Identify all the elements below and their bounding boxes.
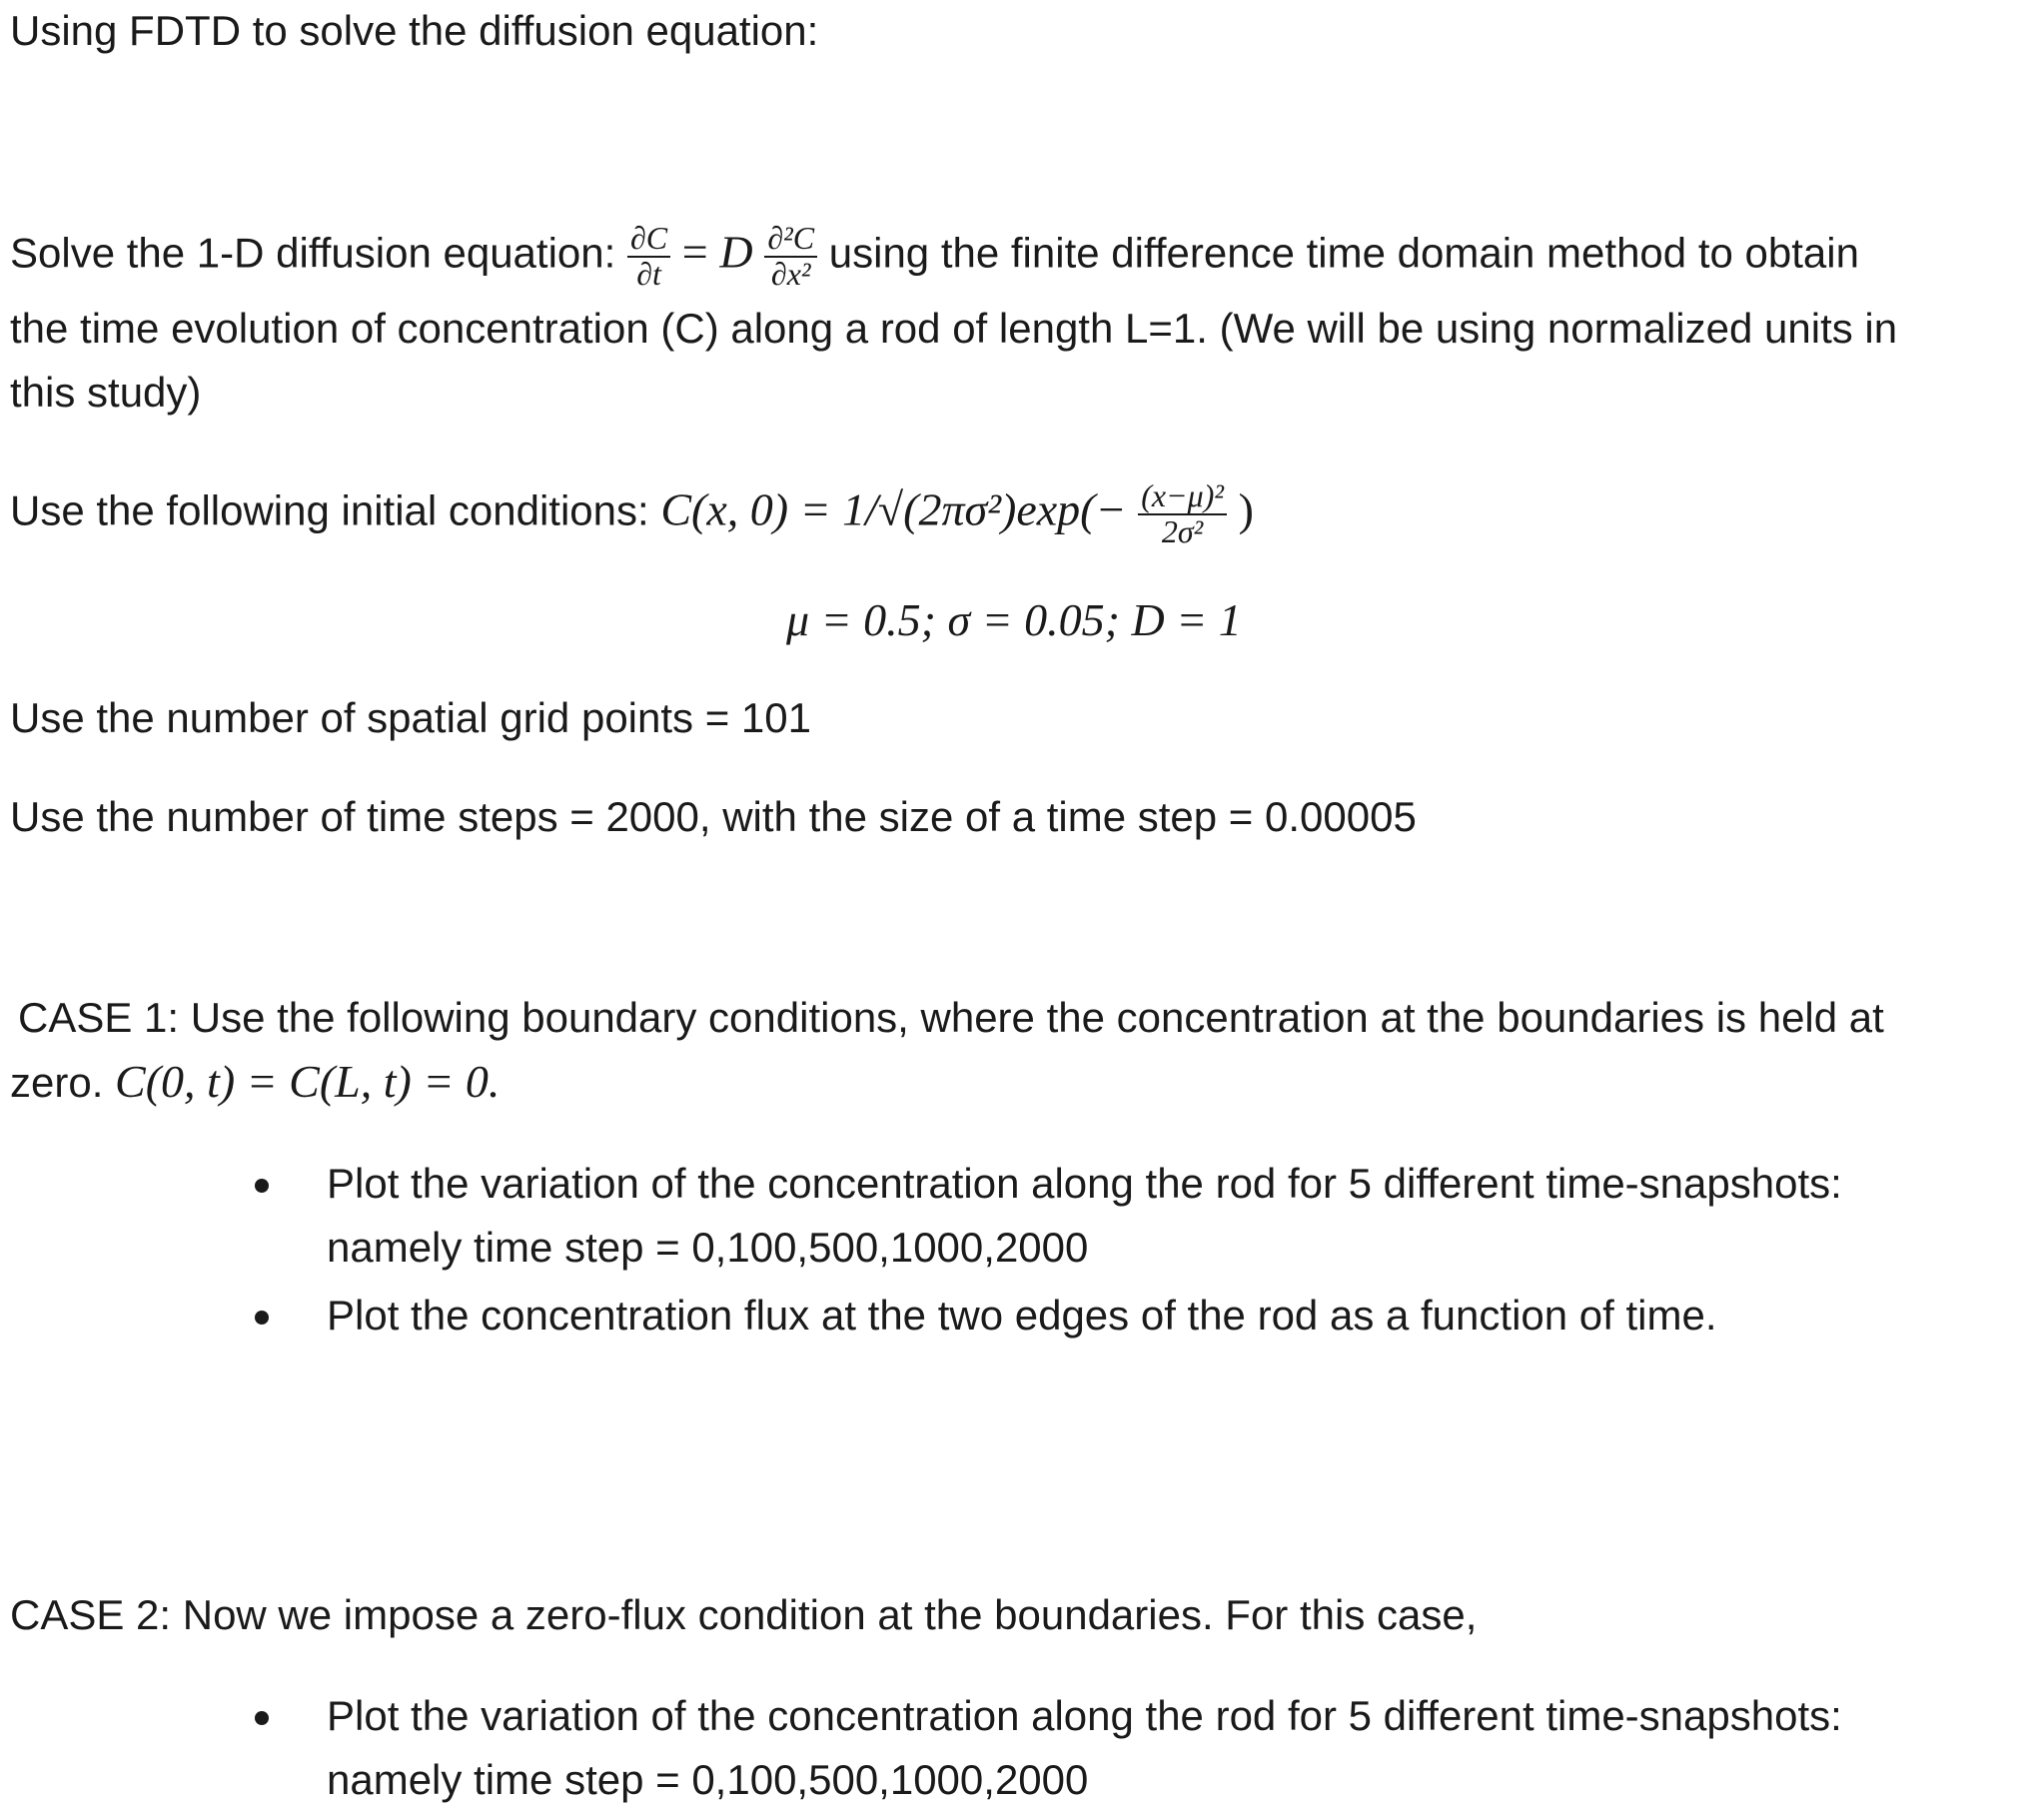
case2-bullet1-line1: Plot the variation of the concentration along the rod for 5 different time-snapshots: (327, 1692, 1842, 1739)
parameters-line: μ = 0.5; σ = 0.05; D = 1 (786, 594, 1242, 645)
gaussian-exponent-fraction (1138, 479, 1227, 548)
gaussian-exponent-denominator: 2σ² (1161, 512, 1204, 549)
case1-line-1: CASE 1: Use the following boundary conditions, where the concentration at the boundaries is held at (18, 994, 1884, 1041)
gaussian-exponent-numerator: (x−μ)² (1138, 479, 1227, 515)
case1-zero-text: zero. (10, 1059, 104, 1106)
diffusion-coefficient: D (719, 226, 753, 278)
bullet-dot (255, 1711, 269, 1725)
case1-bullet2-line1: Plot the concentration flux at the two edges of the rod as a function of time. (327, 1292, 1717, 1339)
case1-bullet1-line2: namely time step = 0,100,500,1000,2000 (327, 1224, 1089, 1271)
equation-intro: Solve the 1-D diffusion equation: (10, 229, 616, 277)
case2-line-1: CASE 2: Now we impose a zero-flux condition at the boundaries. For this case, (10, 1591, 1478, 1638)
heading: Using FDTD to solve the diffusion equation: (10, 7, 819, 54)
initial-conditions-label: Use the following initial conditions: (10, 486, 649, 534)
equation-trailing-text: using the finite difference time domain method to obtain (828, 229, 1859, 277)
time-derivative-numerator: ∂C (627, 222, 670, 258)
problem-line-2: the time evolution of concentration (C) along a rod of length L=1. (We will be using normalized units in (10, 305, 1898, 352)
time-derivative-denominator: ∂t (636, 255, 661, 292)
grid-points-line: Use the number of spatial grid points = 101 (10, 694, 811, 741)
case1-line-2 (10, 1056, 501, 1107)
problem-line-3: this study) (10, 369, 202, 416)
space-derivative-numerator: ∂²C (764, 222, 817, 258)
initial-conditions-expression: C(x, 0) = 1/√(2πσ²)exp(− (660, 483, 1127, 535)
bullet-dot (255, 1311, 269, 1325)
initial-conditions-line (10, 479, 1254, 548)
case1-bullet1-line1: Plot the variation of the concentration along the rod for 5 different time-snapshots: (327, 1160, 1842, 1207)
equals-sign: = (681, 226, 708, 278)
case1-boundary-condition: C(0, t) = C(L, t) = 0. (115, 1056, 501, 1107)
bullet-dot (255, 1179, 269, 1193)
time-derivative-fraction (627, 222, 670, 291)
time-steps-line: Use the number of time steps = 2000, with the size of a time step = 0.00005 (10, 793, 1417, 840)
case2-bullet1-line2: namely time step = 0,100,500,1000,2000 (327, 1756, 1089, 1803)
space-derivative-denominator: ∂x² (770, 255, 811, 292)
closing-parenthesis: ) (1238, 483, 1254, 535)
equation-line (10, 222, 1859, 291)
space-derivative-fraction (764, 222, 817, 291)
